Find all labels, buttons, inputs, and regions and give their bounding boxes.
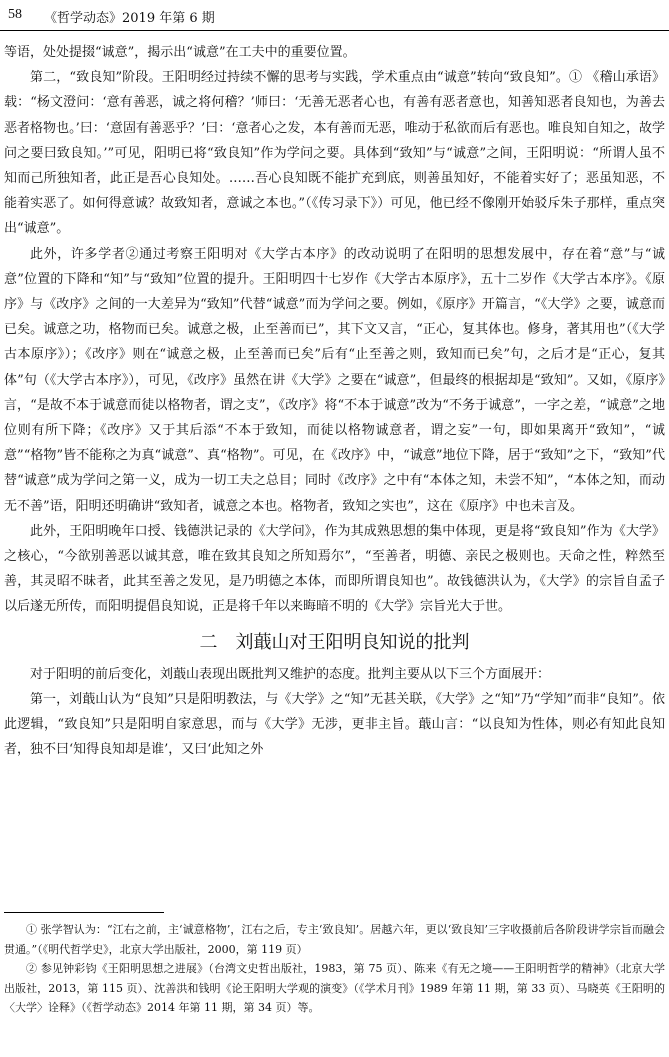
section-heading <box>4 630 665 656</box>
paragraph: 等语，处处提掇“诚意”，揭示出“诚意”在工夫中的重要位置。 <box>4 45 356 60</box>
paragraph: 第二，“致良知”阶段。王阳明经过持续不懈的思考与实践，学术重点由“诚意”转向“致良知”。① 《稽山承语》载：“杨文澄问：‘意有善恶，诚之将何稽？’师曰：‘无善无恶者心也，有善有恶者意也，知善知恶者良知也，为善去恶者格物也。’曰：‘意固有善恶乎？’曰：‘意者心之发，本有善而无恶，唯动于私欲而后有恶也。唯良知自知之，故学问之要曰致良知。’”可见，阳明已将“致良知”作为学问之要。具体到“致知”与“诚意”之间，王阳明说：“所谓人虽不知而己所独知者，此正是吾心良知处。……吾心良知既不能扩充到底，则善虽知好，不能着实好了；恶虽知恶，不能着实恶了。如何得意诚？故致知者，意诚之本也。”（《传习录下》）可见，他已经不像刚开始驳斥朱子那样，重点突出“诚意”。 <box>4 70 665 237</box>
page-header <box>0 0 669 31</box>
footnote-divider <box>4 912 164 913</box>
article-body <box>4 40 665 762</box>
section-title: 刘蕺山对王阳明良知说的批判 <box>235 631 470 653</box>
paragraph: 此外，许多学者②通过考察王阳明对《大学古本序》的改动说明了在阳明的思想发展中，存在着“意”与“诚意”位置的下降和“知”与“致知”位置的提升。王阳明四十七岁作《大学古本原序》，五十二岁作《大学古本序》。《原序》与《改序》之间的一大差异为“致知”代替“诚意”而为学问之要。例如，《原序》开篇言，“《大学》之要，诚意而已矣。诚意之功，格物而已矣。诚意之极，止至善而已”，其下文又言，“正心，复其体也。修身，著其用也”（《大学古本原序》）；《改序》则在“诚意之极，止至善而已矣”后有“止至善之则，致知而已矣”句，之后才是“正心，复其体”句（《大学古本序》），可见，《改序》虽然在讲《大学》之要在“诚意”，但最终的根据却是“致知”。又如，《原序》言，“是故不本于诚意而徒以格物者，谓之支”，《改序》将“不本于诚意”改为“不务于诚意”，一字之差，“诚意”之地位则有所下降；《改序》又于其后添“不本于致知，而徒以格物诚意者，谓之妄”一句，即如果离开“致知”，“诚意”“格物”皆不能称之为真“诚意”、真“格物”。可见，在《改序》中，“诚意”地位下降，居于“致知”之下，“致知”代替“诚意”成为学问之第一义，成为一切工夫之总目；同时《改序》之中有“本体之知，未尝不知”，“本体之知，而动无不善”语，阳明还明确讲“致知者，诚意之本也。格物者，致知之实也”，这在《原序》中也未言及。 <box>4 246 665 514</box>
footnote: ① 张学智认为：“江右之前，主‘诚意格物’，江右之后，专主‘致良知’。居越六年，更以‘致良知’三字收摄前后各阶段讲学宗旨而融会贯通。”（《明代哲学史》，北京大学出版社，2000，第 119 页） <box>4 923 665 956</box>
section-number: 二 <box>199 631 218 653</box>
paragraph: 此外，王阳明晚年口授、钱德洪记录的《大学问》，作为其成熟思想的集中体现，更是将“致良知”作为《大学》之核心，“今欲别善恶以诚其意，唯在致其良知之所知焉尔”，“至善者，明德、亲民之极则也。天命之性，粹然至善，其灵昭不昧者，此其至善之发见，是乃明德之本体，而即所谓良知也”。故钱德洪认为，《大学》的宗旨自孟子以后遂无所传，而阳明提倡良知说，正是将千年以来晦暗不明的《大学》宗旨光大于世。 <box>4 523 665 615</box>
page-number: 58 <box>8 7 22 22</box>
paragraph: 第一，刘蕺山认为“良知”只是阳明教法，与《大学》之“知”无甚关联，《大学》之“知”乃“学知”而非“良知”。依此逻辑，“致良知”只是阳明自家意思，而与《大学》无涉，更非主旨。蕺山言：“以良知为性体，则必有知此良知者，独不曰‘知得良知却是谁’，又曰‘此知之外 <box>4 691 665 758</box>
journal-title: 《哲学动态》2019 年第 6 期 <box>44 11 215 26</box>
footnotes <box>4 920 665 1018</box>
paragraph: 对于阳明的前后变化，刘蕺山表现出既批判又维护的态度。批判主要从以下三个方面展开： <box>30 666 551 682</box>
footnote: ② 参见钟彩钧《王阳明思想之进展》（台湾文史哲出版社，1983，第 75 页）、陈来《有无之境——王阳明哲学的精神》（北京大学出版社，2013，第 115 页）、沈善洪和钱明《论王阳明大学观的演变》（《学术月刊》1989 年第 11 期，第 33 页）、马晓英《王阳明的〈大学〉诠释》（《哲学动态》2014 年第 11 期，第 34 页）等。 <box>4 962 665 1014</box>
